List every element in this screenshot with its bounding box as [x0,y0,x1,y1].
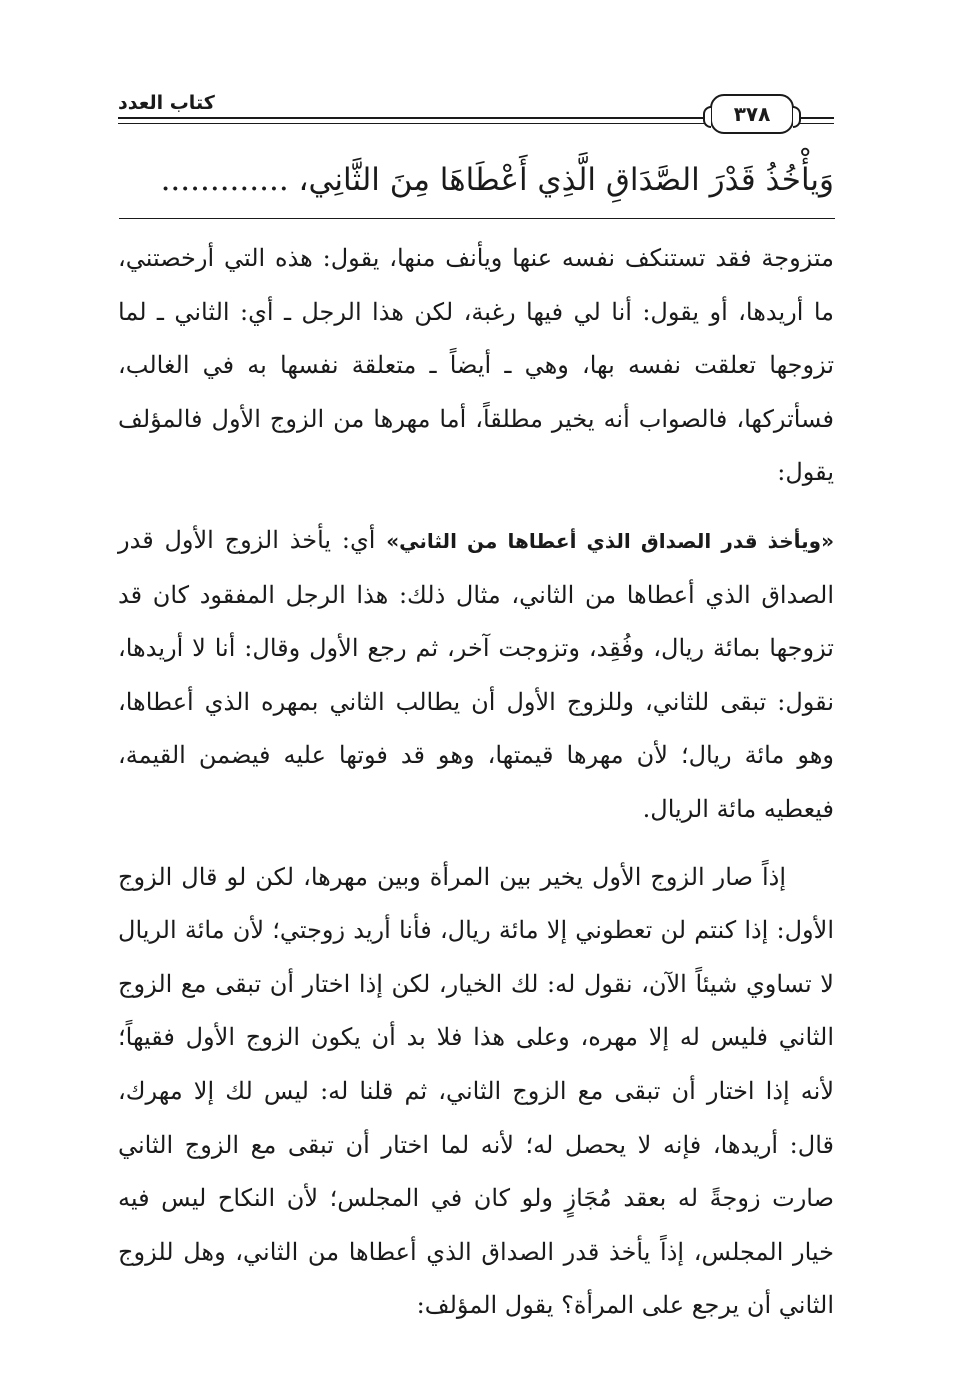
matn-quote: «ويأخذ قدر الصداق الذي أعطاها من الثاني» [386,528,834,553]
paragraph-2-text: أي: يأخذ الزوج الأول قدر الصداق الذي أعطاها من الثاني، مثال ذلك: هذا الرجل المفقود كان قد تزوجها بمائة ريال، وفُقِد، وتزوجت آخر، ثم رجع الأول وقال: أنا لا أريدها، نقول: تبقى للثاني، وللزوج الأول أن يطالب الثاني بمهره الذي أعطاها، وهو مائة ريال؛ لأن مهرها قيمتها، وهو قد فوتها عليه فيضمن القيمة، فيعطيه مائة الريال. [118,525,834,823]
paragraph-3: إذاً صار الزوج الأول يخير بين المرأة وبين مهرها، لكن لو قال الزوج الأول: إذا كنتم لن تعطوني إلا مائة ريال، فأنا أريد زوجتي؛ لأن مائة الريال لا تساوي شيئاً الآن، نقول له: لك الخيار، لكن إذا اختار أن تبقى مع الزوج الثاني فليس له إلا مهره، وعلى هذا فلا بد أن يكون الزوج الأول فقيهاً؛ لأنه إذا اختار أن تبقى مع الزوج الثاني، ثم قلنا له: ليس لك إلا مهرك، قال: أريدها، فإنه لا يحصل له؛ لأنه لما اختار أن تبقى مع الزوج الثاني صارت زوجةً له بعقد مُجَازٍ ولو كان في المجلس؛ لأن النكاح ليس فيه خيار المجلس، إذاً يأخذ قدر الصداق الذي أعطاها من الثاني، وهل للزوج الثاني أن يرجع على المرأة؟ يقول المؤلف: [118,862,834,1320]
page-number-ornament-right [793,106,801,128]
commentary-body [118,232,834,1333]
book-title: كتاب العدد [118,92,223,114]
page-number-ornament-left [703,106,711,128]
matn-separator [119,218,835,219]
matn-text: وَيأْخُذُ قَدْرَ الصَّدَاقِ الَّذِي أَعْطَاهَا مِنَ الثَّانِي، [298,162,834,198]
matn-dots: ............. [160,162,289,198]
paragraph-1: متزوجة فقد تستنكف نفسه عنها ويأنف منها، يقول: هذه التي أرخصتني، ما أريدها، أو يقول: أنا لي فيها رغبة، لكن هذا الرجل ـ أي: الثاني ـ لما تزوجها تعلقت نفسه بها، وهي ـ أيضاً ـ متعلقة نفسها به في الغالب، فسأتركها، فالصواب أنه يخير مطلقاً، أما مهرها من الزوج الأول فالمؤلف يقول: [118,244,834,487]
page-number-text: ٣٧٨ [733,102,771,126]
page-header [118,90,834,130]
matn-heading [118,150,834,210]
paragraph-2 [118,514,834,837]
page-number [710,94,794,134]
